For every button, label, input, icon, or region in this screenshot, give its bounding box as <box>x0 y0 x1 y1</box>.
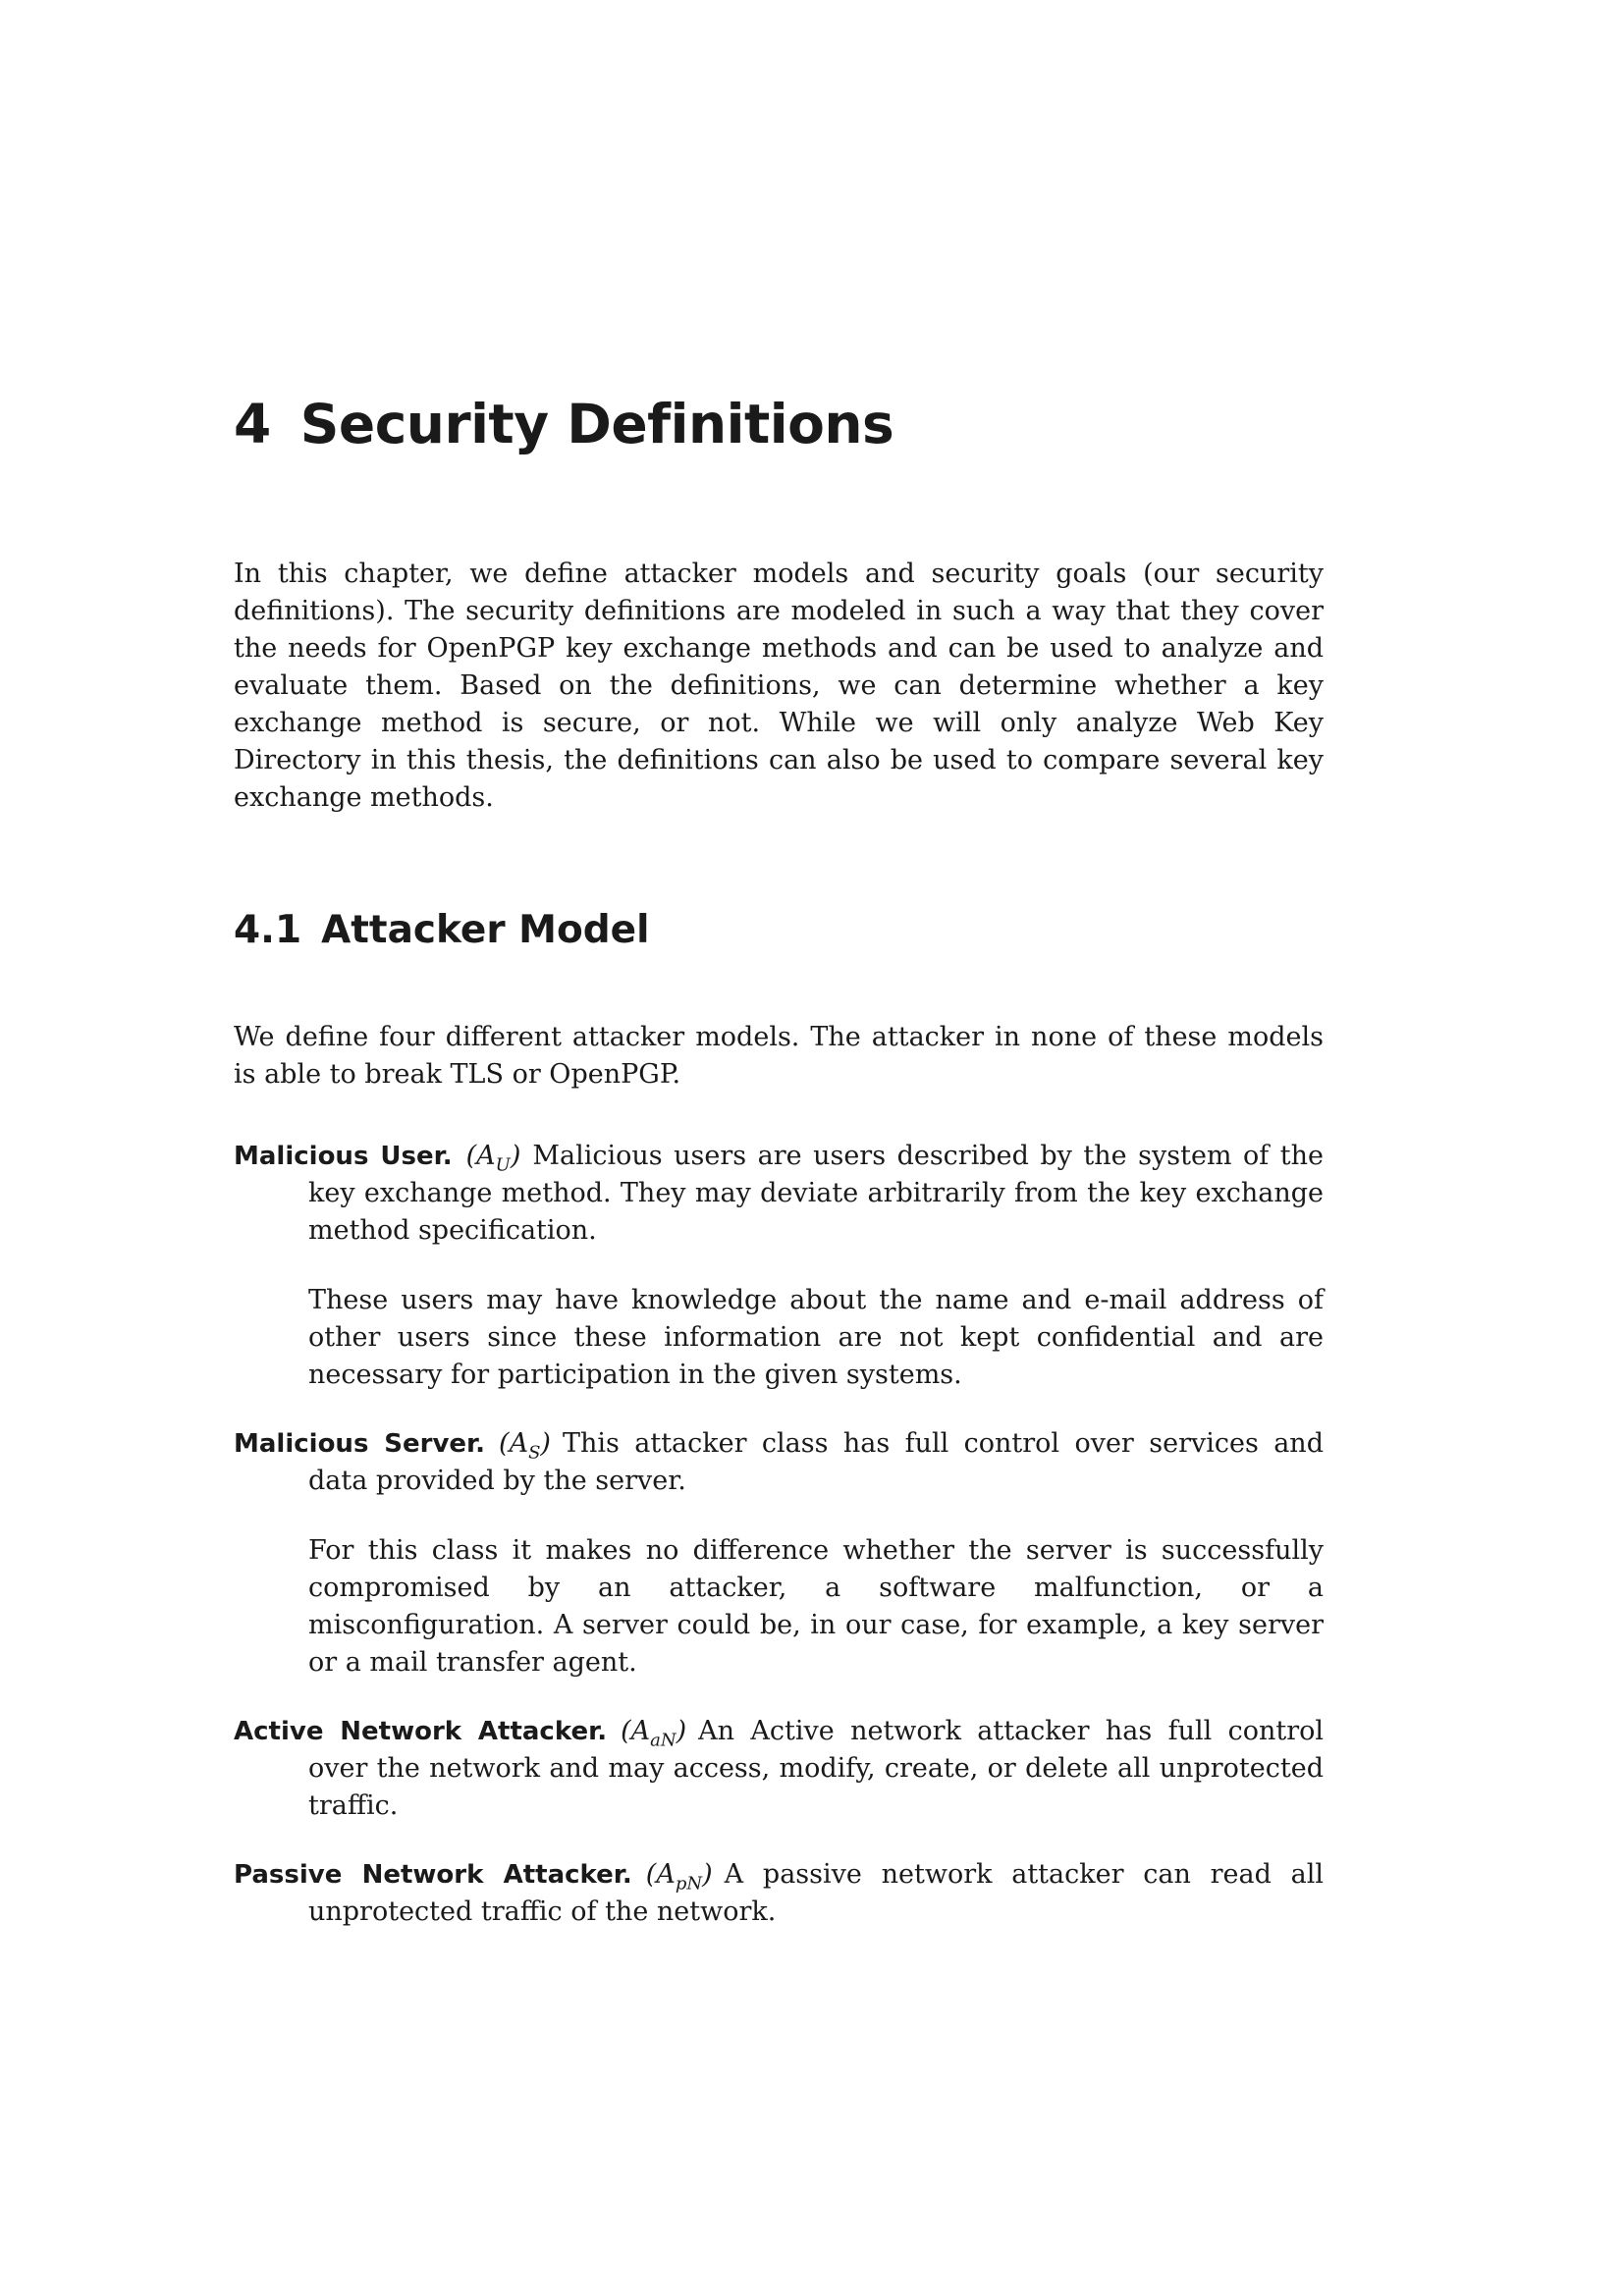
definition-text: This attacker class has full control over services and data provided by the server. <box>308 1428 1324 1496</box>
definition-active-network-attacker <box>234 1713 1324 1825</box>
definition-continuation: For this class it makes no difference whether the server is successfully compromised by an attacker, a software malfunction, or a misconfiguration. A server could be, in our case, for example, a key server or a mail transfer agent. <box>308 1535 1324 1678</box>
definition-symbol: $(A_{pN})$ <box>645 1859 713 1895</box>
section-title <box>234 908 650 952</box>
definition-passive-network-attacker <box>234 1856 1324 1931</box>
chapter-intro-paragraph: In this chapter, we define attacker models and security goals (our security definitions). The security definitions are modeled in such a way that they cover the needs for OpenPGP key exchange methods and can be used to analyze and evaluate them. Based on the definitions, we can determine whether a key exchange method is secure, or not. While we will only analyze Web Key Directory in this thesis, the definitions can also be used to compare several key exchange methods. <box>234 559 1324 813</box>
definition-continuation: These users may have knowledge about the name and e-mail address of other users since these information are not kept confidential and are necessary for participation in the given systems. <box>308 1285 1324 1390</box>
definition-text: An Active network attacker has full control over the network and may access, modify, create, or delete all unprotected traffic. <box>308 1716 1324 1821</box>
definition-term: Active Network Attacker. <box>234 1717 608 1746</box>
section-number: 4.1 <box>234 908 302 952</box>
section-intro-paragraph: We define four different attacker models. The attacker in none of these models is able to break TLS or OpenPGP. <box>234 1022 1324 1090</box>
definition-text: Malicious users are users described by the system of the key exchange method. They may deviate arbitrarily from the key exchange method specification. <box>308 1141 1324 1246</box>
definition-malicious-user <box>234 1138 1324 1394</box>
section-title-text: Attacker Model <box>321 908 650 952</box>
definition-term: Malicious User. <box>234 1142 453 1171</box>
definition-symbol: $(A_S)$ <box>499 1428 551 1464</box>
chapter-title-text: Security Definitions <box>299 393 894 455</box>
definition-symbol: $(A_{aN})$ <box>621 1716 687 1751</box>
definition-term: Malicious Server. <box>234 1429 486 1459</box>
definition-term: Passive Network Attacker. <box>234 1860 632 1890</box>
chapter-number: 4 <box>234 393 271 455</box>
definition-text: A passive network attacker can read all unprotected traffic of the network. <box>308 1859 1324 1927</box>
chapter-title <box>234 393 893 455</box>
definition-symbol: $(A_U)$ <box>465 1141 521 1176</box>
definition-malicious-server <box>234 1425 1324 1682</box>
attacker-definition-list <box>234 1138 1324 1962</box>
